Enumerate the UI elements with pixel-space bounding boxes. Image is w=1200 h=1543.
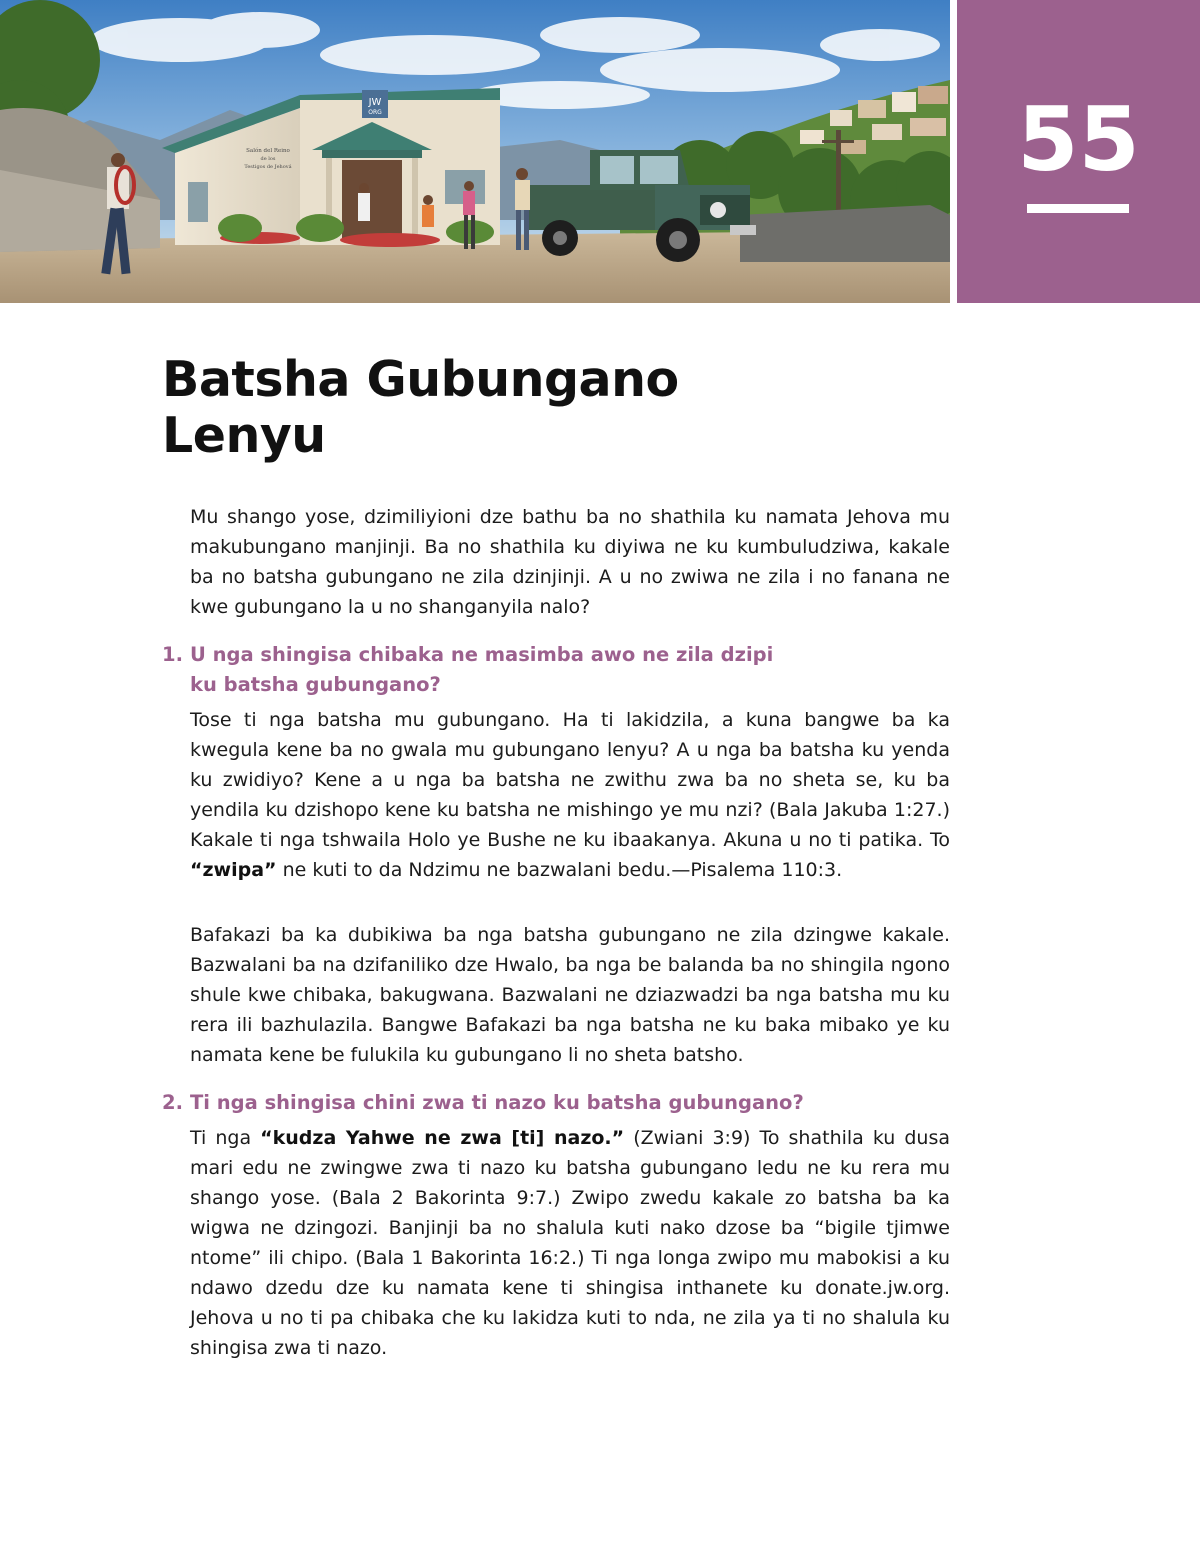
sign-text-line2: de los xyxy=(260,156,276,162)
page-title-line2: Lenyu xyxy=(162,407,326,464)
section-2-number: 2. xyxy=(162,1091,183,1114)
section-2-paragraph-1 xyxy=(190,1123,950,1363)
lesson-number-underline xyxy=(1027,204,1129,213)
sign-text-line1: Salón del Reino xyxy=(246,148,290,154)
section-1-paragraph-1 xyxy=(190,705,950,885)
section-1-question-line1: U nga shingisa chibaka ne masimba awo ne zila dzipi xyxy=(190,643,774,666)
section-1-question-line2: ku batsha gubungano? xyxy=(190,673,441,696)
section-1-p1-emphasis: “zwipa” xyxy=(190,859,277,881)
section-1-p1-text-a: Tose ti nga batsha mu gubungano. Ha ti lakidzila, a kuna bangwe ba ka kwegula kene ba no gwala mu gubungano lenyu? A u nga ba batsha ku yenda ku zwidiyo? Kene a u nga ba batsha ne zwithu zwa ba no sheta se, ku ba yendila ku dzishopo kene ku batsha ne mishingo ye mu nzi? (Bala Jakuba 1:27.) Kakale ti nga tshwaila Holo ye Bushe ne ku ibaakanya. Akuna u no ti patika. To xyxy=(190,709,950,851)
section-1-p1-text-b: ne kuti to da Ndzimu ne bazwalani bedu.—Pisalema 110:3. xyxy=(276,859,843,881)
intro-paragraph: Mu shango yose, dzimiliyioni dze bathu ba no shathila ku namata Jehova mu makubungano manjinji. Ba no shathila ku diyiwa ne ku kumbuludziwa, kakale ba no batsha gubungano ne zila dzinjinji. A u no zwiwa ne zila i no fanana ne kwe gubungano la u no shanganyila nalo? xyxy=(190,506,950,618)
lesson-number: 55 xyxy=(1017,88,1140,191)
page-title xyxy=(162,352,679,464)
section-2-question xyxy=(162,1088,862,1118)
sign-text-line3: Testigos de Jehová xyxy=(244,164,292,170)
section-2-p1-text-a: Ti nga xyxy=(190,1127,261,1149)
section-2-p1-text-b: (Zwiani 3:9) To shathila ku dusa mari edu ne zwingwe zwa ti nazo ku batsha gubungano ledu ne ku rera mu shango yose. (Bala 2 Bakorinta 9:7.) Zwipo zwedu kakale zo batsha ba ka wigwa ne dzingozi. Banjinji ba no shalula kuti nako dzose ba “bigile tjimwe ntome” ili chipo. (Bala 1 Bakorinta 16:2.) Ti nga longa zwipo mu mabokisi a ku ndawo dzedu dze ku namata kene ti shingisa inthanete ku donate.jw.org. Jehova u no ti pa chibaka che ku lakidza kuti to nda, ne zila ya ti no shalula ku shingisa zwa ti nazo. xyxy=(190,1127,951,1359)
section-1-number: 1. xyxy=(162,643,183,666)
header-photo xyxy=(0,0,950,303)
sign-logo-org: ORG xyxy=(368,109,382,116)
section-2-question-line1: Ti nga shingisa chini zwa ti nazo ku batsha gubungano? xyxy=(190,1091,804,1114)
sign-logo-jw: JW xyxy=(368,97,382,108)
lesson-number-panel xyxy=(957,0,1200,303)
section-1-paragraph-2: Bafakazi ba ka dubikiwa ba nga batsha gubungano ne zila dzingwe kakale. Bazwalani ba na dzifaniliko dze Hwalo, ba nga be balanda ba no shingila ngono shule kwe chibaka, bakugwana. Bazwalani ne dziazwadzi ba nga batsha mu ku rera ili bazhulazila. Bangwe Bafakazi ba nga batsha ne ku baka mibako ye ku namata kene be fulukila ku gubungano li no sheta batsho. xyxy=(190,924,950,1066)
section-2-p1-emphasis: “kudza Yahwe ne zwa [ti] nazo.” xyxy=(260,1127,625,1149)
page-title-line1: Batsha Gubungano xyxy=(162,351,679,408)
section-1-question xyxy=(162,640,802,700)
